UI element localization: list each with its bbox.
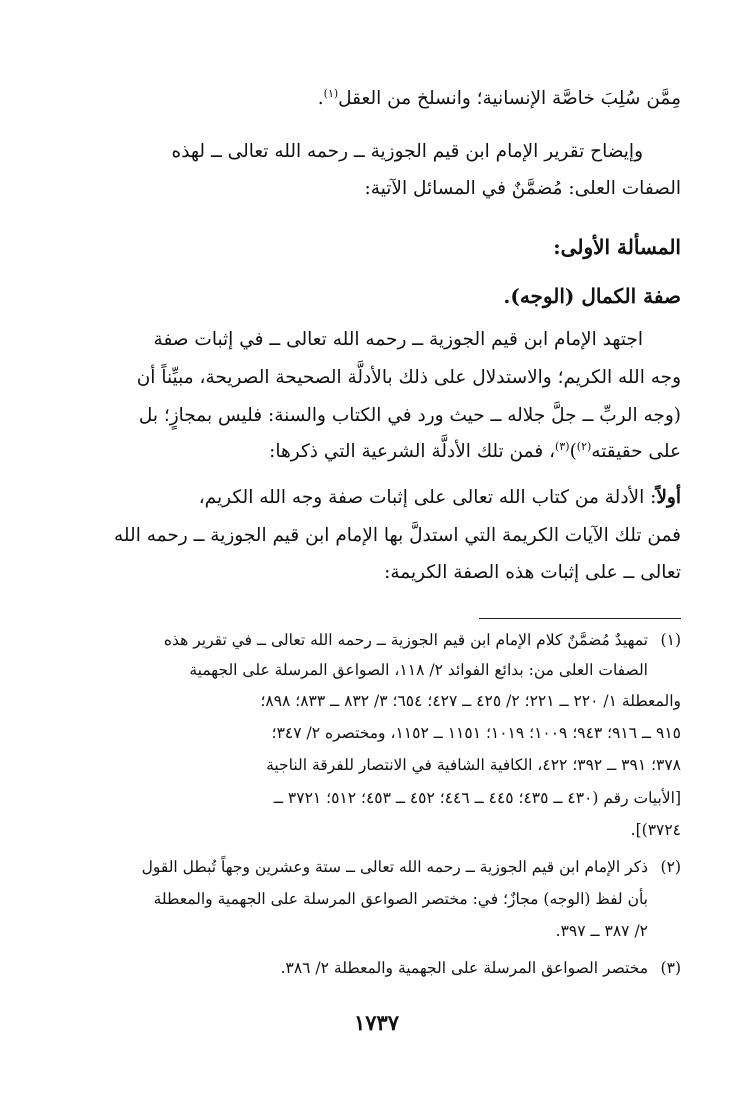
para2-line-1 <box>72 483 681 513</box>
footnote-2-number: (٢) <box>660 858 681 876</box>
footnote-1-line-6: [الأبيات رقم (٤٣٠ ــ ٤٣٥؛ ٤٤٥ ــ ٤٤٦؛ ٤٥٢ ــ ٤٥٣؛ ٥١٢؛ ٣٧٢١ ــ <box>273 789 681 807</box>
para1-line-3: (وجه الربِّ ــ جلَّ جلاله ــ حيث ورد في الكتاب والسنة: فليس بمجازٍ؛ بل <box>138 405 681 426</box>
body-text: ، فمن تلك الأدلَّة الشرعية التي ذكرها: <box>269 441 556 462</box>
footnote-1-line-1: تمهيدٌ مُضمَّنٌ كلام الإمام ابن قيم الجوزية ــ رحمه الله تعالى ــ في تقرير هذه <box>163 631 648 649</box>
body-text: : الأدلة من كتاب الله تعالى على إثبات صفة وجه الله الكريم، <box>198 487 657 508</box>
issue-heading: المسألة الأولى: <box>553 235 681 259</box>
intro-line-1: وإيضاح تقرير الإمام ابن قيم الجوزية ــ رحمه الله تعالى ــ لهذه <box>171 141 643 162</box>
para1-line-2: وجه الله الكريم؛ والاستدلال على ذلك بالأدلَّة الصحيحة الصريحة، مبيِّناً أن <box>136 367 681 388</box>
punctuation: . <box>317 88 324 109</box>
para1-line-4 <box>72 437 681 467</box>
footnote-ref-3[interactable]: (٣) <box>555 439 570 453</box>
footnote-3-number: (٣) <box>660 959 681 977</box>
issue-subheading: صفة الكمال (الوجه). <box>503 284 681 308</box>
footnote-ref-2[interactable]: (٢) <box>576 439 592 453</box>
footnote-1-line-4: ٩١٥ ــ ٩١٦؛ ٩٤٣؛ ١٠٠٩؛ ١٠١٩؛ ١١٥١ ــ ١١٥٢، ومختصره ٢/ ٣٤٧؛ <box>271 724 681 742</box>
footnote-1-number: (١) <box>660 631 681 649</box>
footnote-1-line-7: ٣٧٢٤)]. <box>630 821 681 839</box>
body-text: على حقيقته <box>591 441 681 462</box>
footnote-separator <box>479 618 681 619</box>
footnote-3-line-1: مختصر الصواعق المرسلة على الجهمية والمعطلة ٢/ ٣٨٦. <box>280 959 648 977</box>
footnote-1-line-3: والمعطلة ١/ ٢٢٠ ــ ٢٢١؛ ٢/ ٤٢٥ ــ ٤٢٧؛ ٦٥٤؛ ٣/ ٨٣٢ ــ ٨٣٣؛ ٨٩٨؛ <box>260 692 681 710</box>
quote-close: ) <box>569 441 577 462</box>
footnote-ref-1[interactable]: (١) <box>323 86 339 100</box>
para1-line-1: اجتهد الإمام ابن قيم الجوزية ــ رحمه الله تعالى ــ في إثبات صفة <box>153 329 643 350</box>
body-text: مِمَّن سُلِبَ خاصَّة الإنسانية؛ وانسلخ من العقل <box>338 88 681 109</box>
footnote-1-line-2: الصفات العلى من: بدائع الفوائد ٢/ ١١٨، الصواعق المرسلة على الجهمية <box>189 661 648 679</box>
footnote-2-line-2: بأن لفظ (الوجه) مجازٌ؛ في: مختصر الصواعق المرسلة على الجهمية والمعطلة <box>153 890 648 908</box>
footnote-2-line-3: ٢/ ٣٨٧ ــ ٣٩٧. <box>555 922 648 940</box>
footnote-2-line-1: ذكر الإمام ابن قيم الجوزية ــ رحمه الله تعالى ــ ستة وعشرين وجهاً تُبطل القول <box>141 858 648 876</box>
page-number: ١٧٣٧ <box>353 1010 400 1035</box>
intro-line-2: الصفات العلى: مُضمَّنٌ في المسائل الآتية: <box>364 178 681 199</box>
first-label: أولاً <box>656 487 681 508</box>
para2-line-2: فمن تلك الآيات الكريمة التي استدلَّ بها الإمام ابن قيم الجوزية ــ رحمه الله <box>114 525 681 546</box>
footnote-1-line-5: ٣٧٨؛ ٣٩١ ــ ٣٩٢؛ ٤٢٢، الكافية الشافية في الانتصار للفرقة الناجية <box>266 756 681 774</box>
body-line-1 <box>72 84 681 114</box>
para2-line-3: تعالى ــ على إثبات هذه الصفة الكريمة: <box>384 562 681 583</box>
